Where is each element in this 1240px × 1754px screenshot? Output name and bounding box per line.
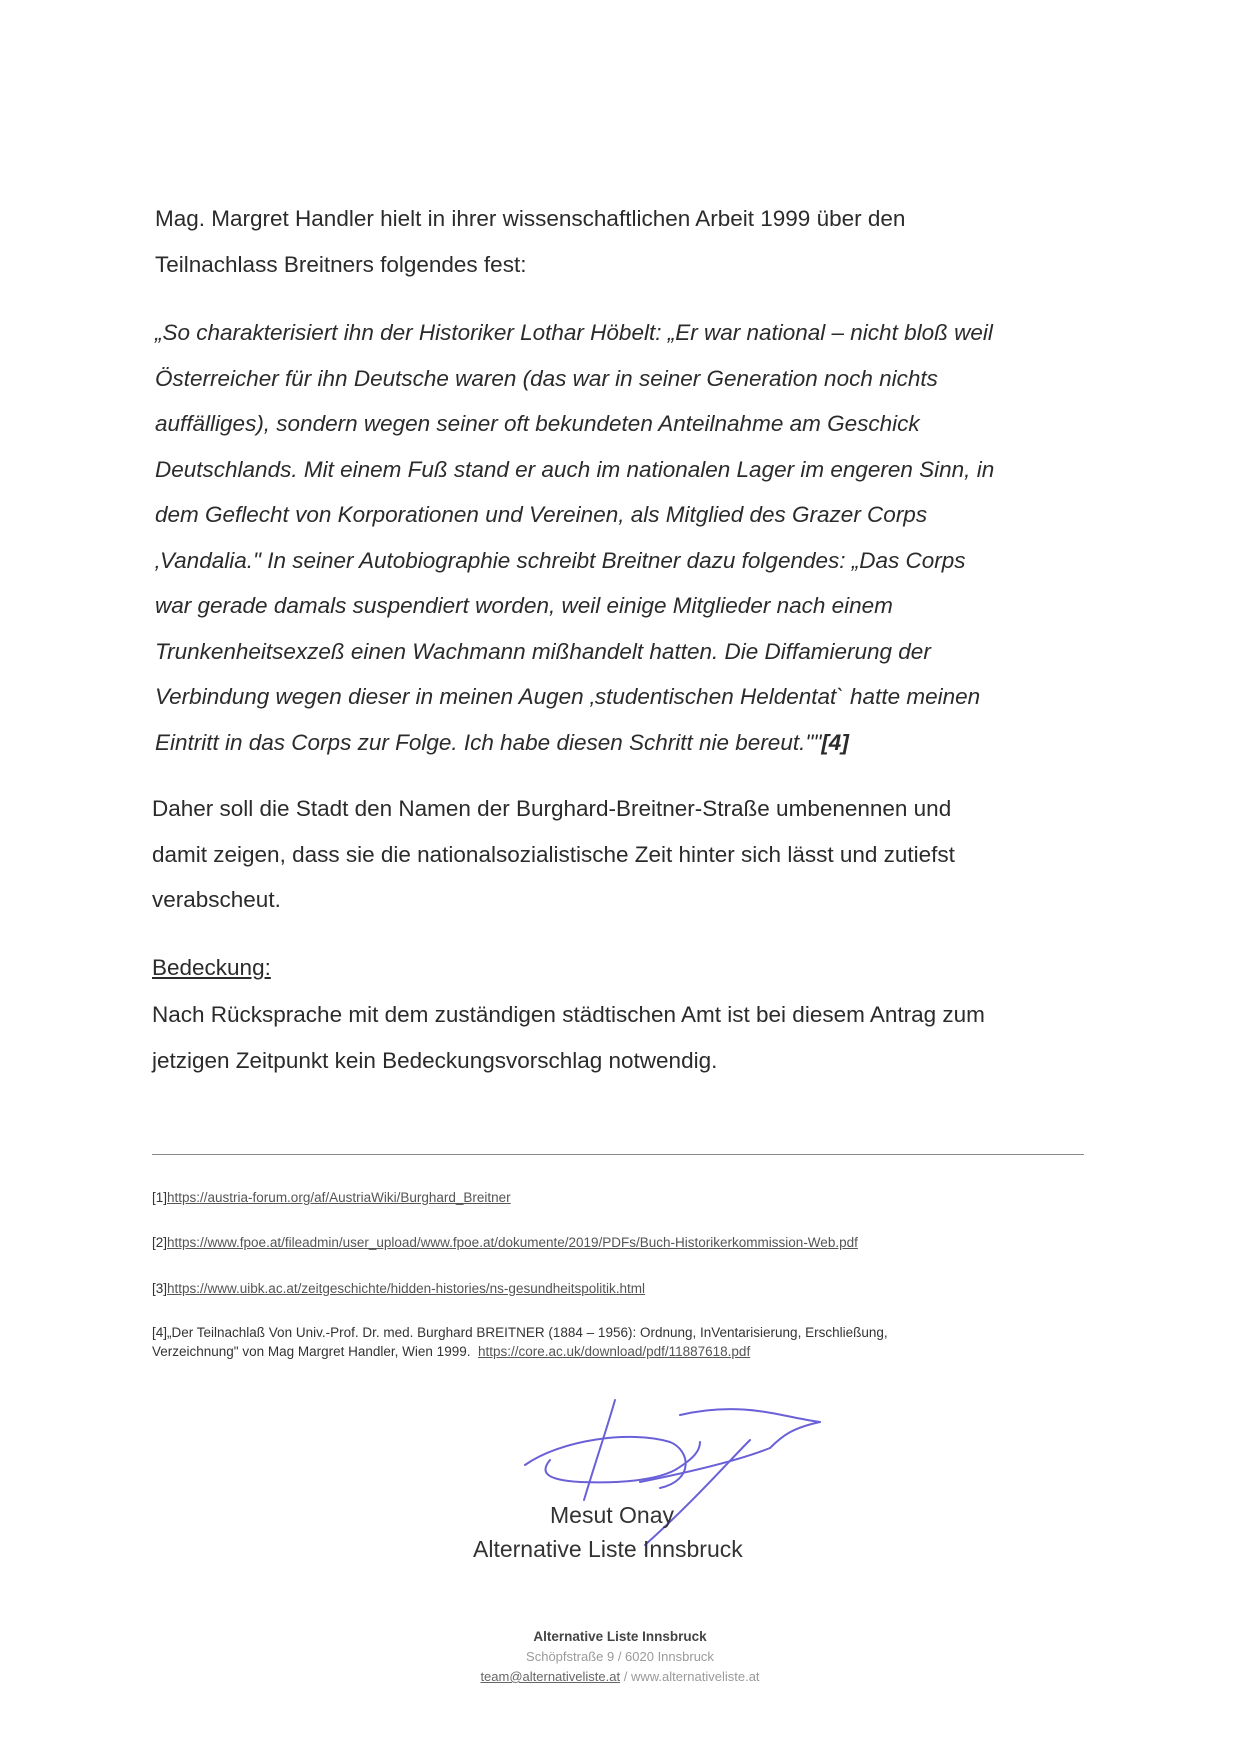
footnote-2 — [152, 1233, 1092, 1252]
quote-line: dem Geflecht von Korporationen und Vereinen, als Mitglied des Grazer Corps — [155, 502, 928, 527]
footnote-4 — [152, 1323, 1092, 1361]
quote-line: „So charakterisiert ihn der Historiker Lothar Höbelt: „Er war national – nicht bloß weil — [155, 320, 993, 345]
quote-line — [155, 720, 1115, 766]
quote-line: Trunkenheitsexzeß einen Wachmann mißhandelt hatten. Die Diffamierung der — [155, 638, 931, 664]
quote-line: war gerade damals suspendiert worden, weil einige Mitglieder nach einem — [155, 593, 893, 618]
footnote-marker: [1] — [152, 1190, 168, 1205]
coverage-line: jetzigen Zeitpunkt kein Bedeckungsvorschlag notwendig. — [152, 1047, 718, 1073]
footer-organization: Alternative Liste Innsbruck — [533, 1629, 707, 1644]
conclusion-line: damit zeigen, dass sie die nationalsozialistische Zeit hinter sich lässt und zutiefst — [152, 841, 955, 867]
conclusion-paragraph — [152, 786, 1112, 923]
footer-email[interactable]: team@alternativeliste.at — [480, 1669, 621, 1684]
footer-website[interactable]: www.alternativeliste.at — [630, 1669, 760, 1684]
footnote-link[interactable]: https://core.ac.uk/download/pdf/11887618.pdf — [478, 1344, 751, 1359]
conclusion-line: Daher soll die Stadt den Namen der Burghard-Breitner-Straße umbenennen und — [152, 796, 952, 821]
footer-address: Schöpfstraße 9 / 6020 Innsbruck — [526, 1649, 714, 1664]
coverage-heading: Bedeckung: — [152, 955, 271, 980]
quote-last-line: Eintritt in das Corps zur Folge. Ich habe diesen Schritt nie bereut."" — [155, 729, 822, 755]
letterhead-footer — [0, 1627, 1240, 1687]
quote-line: Österreicher für ihn Deutsche waren (das war in seiner Generation noch nichts — [155, 365, 938, 391]
footnote-1 — [152, 1188, 1092, 1207]
footnote-marker: [2] — [152, 1235, 168, 1250]
coverage-paragraph — [152, 992, 1112, 1083]
footnote-3 — [152, 1279, 1092, 1298]
quote-line: Verbindung wegen dieser in meinen Augen ‚studentischen Heldentat` hatte meinen — [155, 684, 981, 709]
footnote-marker: [3] — [152, 1281, 168, 1296]
historian-quote — [155, 310, 1115, 765]
footer-contact — [0, 1667, 1240, 1687]
quote-line: auffälliges), sondern wegen seiner oft bekundeten Anteilnahme am Geschick — [155, 411, 920, 436]
footnote-reference[interactable]: [4] — [821, 729, 849, 755]
quote-line: Deutschlands. Mit einem Fuß stand er auch im nationalen Lager im engeren Sinn, in — [155, 456, 995, 482]
quote-line: ‚Vandalia." In seiner Autobiographie schreibt Breitner dazu folgendes: „Das Corps — [155, 547, 966, 573]
footnote-link[interactable]: https://www.uibk.ac.at/zeitgeschichte/hidden-histories/ns-gesundheitspolitik.html — [167, 1281, 646, 1296]
signer-name: Mesut Onay — [550, 1502, 674, 1528]
coverage-line: Nach Rücksprache mit dem zuständigen städtischen Amt ist bei diesem Antrag zum — [152, 1002, 985, 1027]
footnote-divider — [152, 1154, 1084, 1155]
footnote-link[interactable]: https://austria-forum.org/af/AustriaWiki/Burghard_Breitner — [167, 1190, 511, 1205]
footnote-link[interactable]: https://www.fpoe.at/fileadmin/user_upload/www.fpoe.at/dokumente/2019/PDFs/Buch-Historikerkommission-Web.pdf — [167, 1235, 858, 1250]
footer-separator: / — [620, 1669, 631, 1684]
intro-line: Teilnachlass Breitners folgendes fest: — [155, 252, 527, 277]
conclusion-line: verabscheut. — [152, 887, 281, 912]
footnote-text: [4]„Der Teilnachlaß Von Univ.-Prof. Dr. med. Burghard BREITNER (1884 – 1956): Ordnung, InVentarisierung, Erschließung, — [152, 1325, 888, 1340]
footnote-text: Verzeichnung" von Mag Margret Handler, Wien 1999. — [152, 1344, 471, 1359]
intro-paragraph — [155, 196, 1105, 288]
intro-line: Mag. Margret Handler hielt in ihrer wissenschaftlichen Arbeit 1999 über den — [155, 206, 906, 231]
signer-organization: Alternative Liste Innsbruck — [473, 1536, 743, 1562]
